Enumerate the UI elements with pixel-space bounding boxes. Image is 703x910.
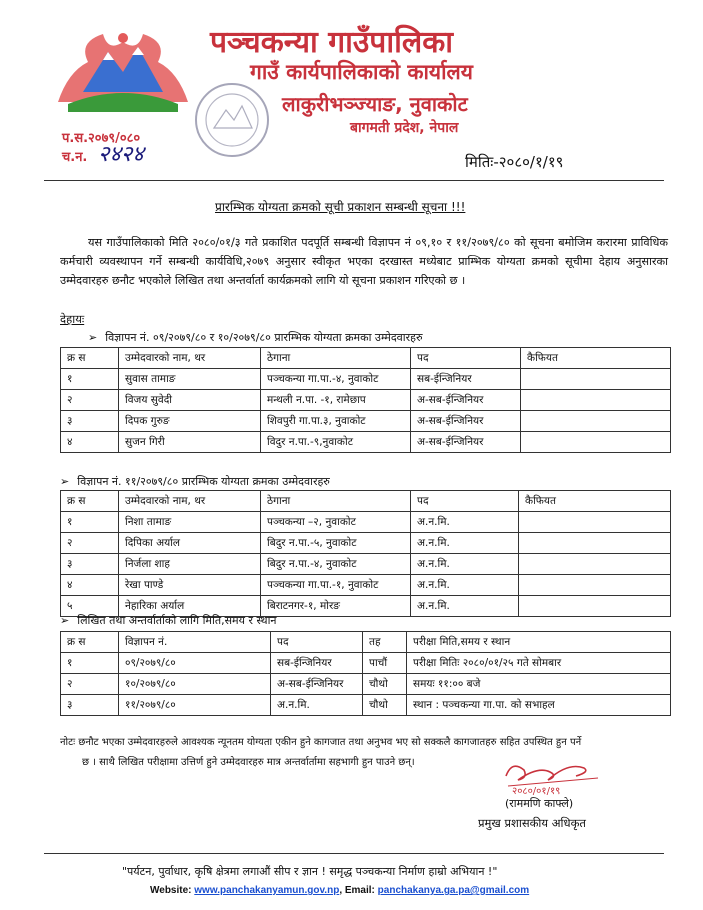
section2-heading: ➢ विज्ञापन नं. ११/२०७९/८० प्रारम्भिक योग्यता क्रमका उम्मेदवारहरु [60,475,330,488]
table-row [61,674,671,695]
table-header-cell: क्र स [61,491,119,512]
note-line-1: नोटः छनौट भएका उम्मेदवारहरुले आवश्यक न्यूनतम योग्यता एकीन हुने कागजात तथा अनुभव भए सो सक्कलै कागजातहरु सहित उपस्थित हुन पर्ने [60,737,582,748]
table-cell: ११/२०७९/८० [119,695,271,716]
table-header-cell: कैफियत [521,348,671,369]
table-row [61,554,671,575]
section1-table [60,347,671,453]
table-cell: अ.न.मि. [411,596,519,617]
table-cell: अ-सब-ईन्जिनियर [411,411,521,432]
table-cell [521,411,671,432]
table-cell [519,512,671,533]
email-label: Email: [344,885,375,896]
table-cell: बिदुर न.पा.-४, नुवाकोट [261,554,411,575]
notice-title: प्रारम्भिक योग्यता क्रमको सूची प्रकाशन सम्बन्धी सूचना !!! [215,200,466,214]
table-header-cell: क्र स [61,348,119,369]
table-cell: अ.न.मि. [411,554,519,575]
section3-table [60,631,671,716]
table-cell: १ [61,369,119,390]
footer-divider [44,853,664,854]
table-cell: ३ [61,695,119,716]
table-cell: अ-सब-ईन्जिनियर [271,674,363,695]
office-name: गाउँ कार्यपालिकाको कार्यालय [250,60,473,84]
website-link[interactable]: www.panchakanyamun.gov.np [194,885,340,896]
table-cell: नेहारिका अर्याल [119,596,261,617]
table-cell: दिपिका अर्याल [119,533,261,554]
table-cell [521,432,671,453]
section1-heading: ➢ विज्ञापन नं. ०९/२०७९/८० र १०/२०७९/८० प्रारम्भिक योग्यता क्रमका उम्मेदवारहरु [88,331,423,344]
section2-table [60,490,671,617]
table-cell: परीक्षा मितिः २०८०/०१/२५ गते सोमबार [407,653,671,674]
table-header-row [61,632,671,653]
table-cell: विजय सुवेदी [119,390,261,411]
table-cell: बिराटनगर-१, मोरङ [261,596,411,617]
org-title: पञ्चकन्या गाउँपालिका [210,25,454,60]
table-header-cell: उम्मेदवारको नाम, थर [119,491,261,512]
table-cell: अ.न.मि. [271,695,363,716]
table-cell [519,533,671,554]
table-cell: ३ [61,554,119,575]
table-cell [519,554,671,575]
table-cell: पाचौं [363,653,407,674]
table-cell: अ-सब-ईन्जिनियर [411,390,521,411]
table-header-cell: पद [271,632,363,653]
table-row [61,695,671,716]
table-cell: स्थान : पञ्चकन्या गा.पा. को सभाहल [407,695,671,716]
table-header-cell: कैफियत [519,491,671,512]
table-cell: पञ्चकन्या गा.पा.-१, नुवाकोट [261,575,411,596]
table-header-cell: क्र स [61,632,119,653]
table-cell: निर्जला शाह [119,554,261,575]
note-line-2: छ । साथै लिखित परीक्षामा उत्तिर्ण हुने उम्मेदवारहरु मात्र अन्तर्वार्तामा सहभागी हुन पाउने छन्। [82,757,415,768]
table-header-cell: ठेगाना [261,348,411,369]
table-cell: ५ [61,596,119,617]
table-row [61,512,671,533]
table-cell: चौथो [363,695,407,716]
table-cell: अ.न.मि. [411,575,519,596]
table-header-cell: परीक्षा मिति,समय र स्थान [407,632,671,653]
handwritten-signature [498,756,608,798]
table-cell: ०९/२०७९/८० [119,653,271,674]
table-cell: सुजन गिरी [119,432,261,453]
table-row [61,411,671,432]
fiscal-year-ref: प.स.२०७९/०८० [62,131,141,146]
table-cell: सुवास तामाङ [119,369,261,390]
table-cell: १ [61,653,119,674]
table-row [61,432,671,453]
footer-contact: Website: www.panchakanyamun.gov.np, Email: panchakanya.ga.pa@gmail.com [150,885,530,896]
table-cell: बिदुर न.पा.-५, नुवाकोट [261,533,411,554]
signatory-name: (राममणि काफ्ले) [505,797,574,810]
dispatch-number-label: च.न. [62,150,88,165]
table-header-cell: ठेगाना [261,491,411,512]
table-cell [519,575,671,596]
table-cell [519,596,671,617]
table-cell: ३ [61,411,119,432]
table-cell: निशा तामाङ [119,512,261,533]
dispatch-number-value: २४२४ [98,142,144,167]
table-header-cell: तह [363,632,407,653]
table-cell [521,390,671,411]
table-header-cell: विज्ञापन नं. [119,632,271,653]
arrow-bullet-icon: ➢ [60,475,70,488]
table-header-cell: उम्मेदवारको नाम, थर [119,348,261,369]
office-province: बागमती प्रदेश, नेपाल [350,120,459,136]
table-cell: मन्थली न.पा. -१, रामेछाप [261,390,411,411]
office-address: लाकुरीभञ्ज्याङ, नुवाकोट [282,92,468,116]
table-cell: चौथो [363,674,407,695]
header-divider [44,180,664,181]
nepal-emblem-logo [48,22,198,117]
table-cell: पञ्चकन्या गा.पा.-४, नुवाकोट [261,369,411,390]
table-row [61,653,671,674]
table-cell: विदुर न.पा.-९,नुवाकोट [261,432,411,453]
table-row [61,533,671,554]
table-row [61,369,671,390]
footer-slogan: "पर्यटन, पुर्वाधार, कृषि क्षेत्रमा लगाऔं सीप र ज्ञान ! समृद्ध पञ्चकन्या निर्माण हाम्रो अभियान !" [122,865,498,878]
table-cell: सब-ईन्जिनियर [411,369,521,390]
notice-paragraph: यस गाउँपालिकाको मिति २०८०/०१/३ गते प्रकाशित पदपूर्ति सम्बन्धी विज्ञापन नं ०९,१० र ११/२०७९/८० को सूचना बमोजिम करारमा प्राविधिक कर्मचारी व्यवस्थापन गर्ने सम्बन्धी कार्यविधि,२०७९ अनुसार स्वीकृत भएका दरखास्त मध्येबाट प्राम्भिक योग्यता क्रमको सूचीमा देहाय अनुसारका उम्मेदवारहरु छनौट भएकोले लिखित तथा अन्तर्वार्ता कार्यक्रमको लागि यो सूचना प्रकाशन गरिएको छ । [60,236,668,287]
table-header-cell: पद [411,348,521,369]
table-cell: पञ्चकन्या –२, नुवाकोट [261,512,411,533]
table-row [61,575,671,596]
notice-date: मितिः-२०८०/१/१९ [465,153,564,171]
table-cell: २ [61,533,119,554]
table-cell: अ.न.मि. [411,533,519,554]
table-header-row [61,491,671,512]
table-cell: अ.न.मि. [411,512,519,533]
table-cell: २ [61,674,119,695]
table-header-row [61,348,671,369]
office-seal-stamp [192,80,272,160]
table-cell: समयः ११:०० बजे [407,674,671,695]
signatory-role: प्रमुख प्रशासकीय अधिकृत [478,816,586,830]
section3-heading: ➢ लिखित तथा अन्तर्वार्ताको लागि मिति,समय र स्थान [60,614,277,627]
email-link[interactable]: panchakanya.ga.pa@gmail.com [377,885,530,896]
table-cell: १०/२०७९/८० [119,674,271,695]
table-cell: सब-ईन्जिनियर [271,653,363,674]
table-cell [521,369,671,390]
arrow-bullet-icon: ➢ [60,614,70,627]
arrow-bullet-icon: ➢ [88,331,98,344]
table-cell: ४ [61,575,119,596]
table-cell: अ-सब-ईन्जिनियर [411,432,521,453]
table-header-cell: पद [411,491,519,512]
signature-date: २०८०/०१/१९ [512,786,561,797]
table-cell: १ [61,512,119,533]
table-cell: २ [61,390,119,411]
table-row [61,390,671,411]
table-cell: रेखा पाण्डे [119,575,261,596]
website-label: Website: [150,885,192,896]
table-cell: दिपक गुरुङ [119,411,261,432]
table-cell: शिवपुरी गा.पा.३, नुवाकोट [261,411,411,432]
dehay-label: देहायः [60,312,85,326]
table-cell: ४ [61,432,119,453]
